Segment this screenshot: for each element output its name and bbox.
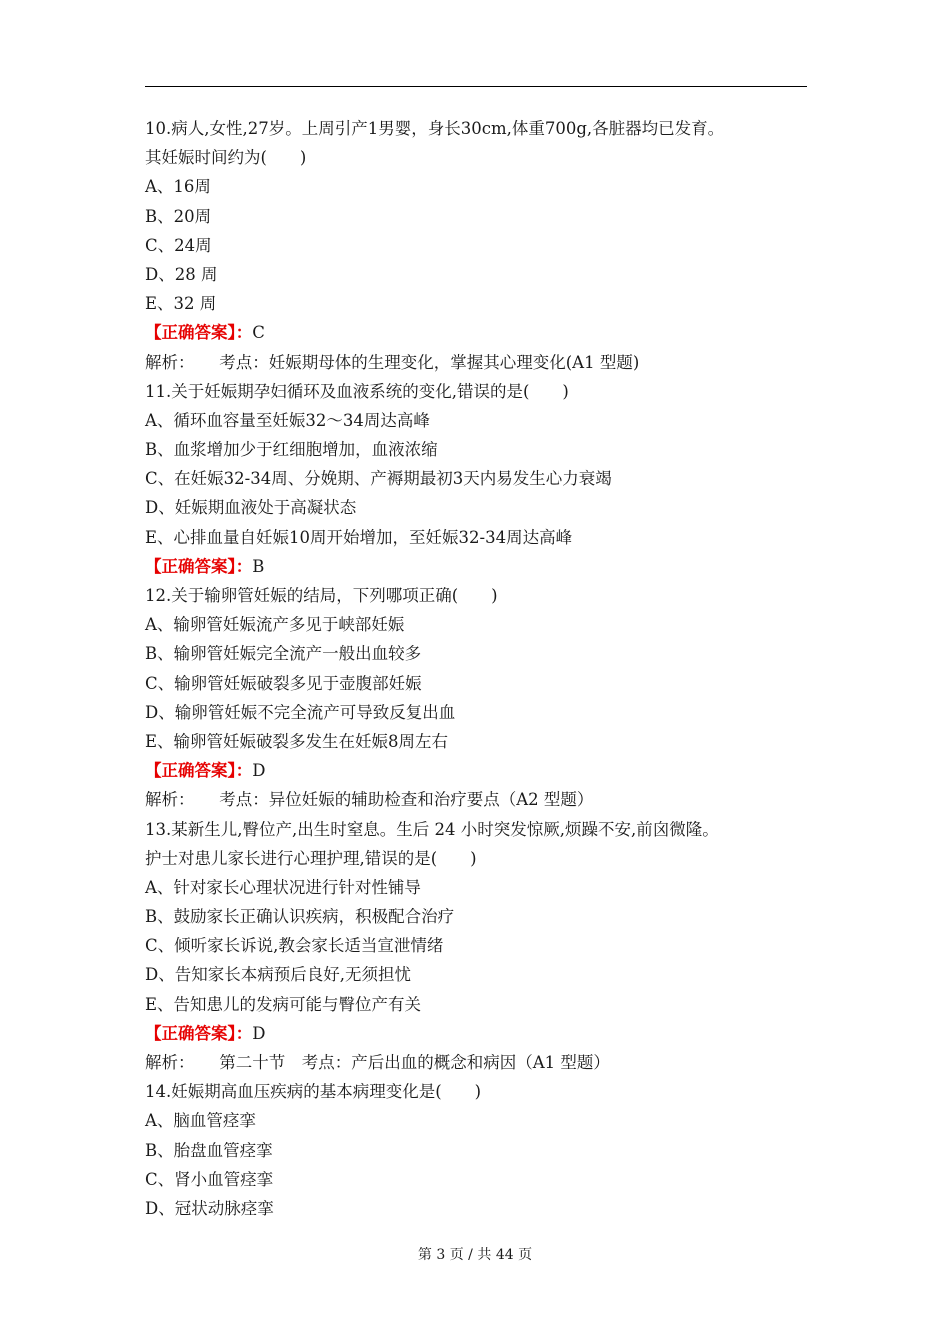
q12-option-a: A、输卵管妊娠流产多见于峡部妊娠 bbox=[145, 615, 405, 635]
q11-stem-line1: 11.关于妊娠期孕妇循环及血液系统的变化,错误的是( ) bbox=[145, 381, 569, 401]
q10-answer-value: C bbox=[252, 323, 265, 343]
q12-option-d: D、输卵管妊娠不完全流产可导致反复出血 bbox=[145, 702, 456, 722]
q13-option-a: A、针对家长心理状况进行针对性铺导 bbox=[145, 877, 421, 897]
q14-option-a: A、脑血管痉挛 bbox=[145, 1111, 256, 1131]
q14-option-d: D、冠状动脉痉挛 bbox=[145, 1198, 274, 1218]
footer-suffix: 页 bbox=[518, 1247, 533, 1263]
q12-answer bbox=[145, 756, 815, 785]
q11-option-c: C、在妊娠32-34周、分娩期、产褥期最初3天内易发生心力衰竭 bbox=[145, 469, 612, 489]
q13-stem-line2: 护士对患儿家长进行心理护理,错误的是( ) bbox=[145, 848, 477, 868]
q12-analysis: 解析： 考点：异位妊娠的辅助检查和治疗要点（A2 型题） bbox=[145, 790, 594, 810]
footer-page-number: 3 bbox=[436, 1247, 446, 1263]
q10-option-b: B、20周 bbox=[145, 206, 212, 226]
page-content bbox=[145, 114, 815, 1223]
footer-prefix: 第 bbox=[417, 1247, 432, 1263]
footer-total-pages: 44 bbox=[495, 1247, 514, 1263]
q13-analysis: 解析： 第二十节 考点：产后出血的概念和病因（A1 型题） bbox=[145, 1053, 610, 1072]
q10-option-d: D、28 周 bbox=[145, 264, 218, 284]
q13-answer-label: 【正确答案】 bbox=[145, 1023, 236, 1043]
footer-middle: 页 / 共 bbox=[449, 1247, 492, 1263]
q10-stem-line2: 其妊娠时间约为( ) bbox=[145, 148, 307, 168]
header-rule bbox=[145, 86, 807, 87]
q11-option-d: D、妊娠期血液处于高凝状态 bbox=[145, 498, 357, 518]
q11-answer-label: 【正确答案】 bbox=[145, 556, 236, 576]
q10-stem-line1: 10.病人,女性,27岁。上周引产1男婴，身长30cm,体重700g,各脏器均已发育。 bbox=[145, 119, 725, 138]
page-footer bbox=[0, 1244, 950, 1264]
q13-option-d: D、告知家长本病预后良好,无须担忧 bbox=[145, 965, 411, 985]
q10-answer-label: 【正确答案】 bbox=[145, 323, 236, 343]
q10-answer bbox=[145, 318, 815, 347]
q14-option-c: C、肾小血管痉挛 bbox=[145, 1169, 274, 1189]
q13-stem-line1: 13.某新生儿,臀位产,出生时窒息。生后 24 小时突发惊厥,烦躁不安,前囟微隆。 bbox=[145, 819, 719, 839]
q14-option-b: B、胎盘血管痉挛 bbox=[145, 1140, 273, 1160]
q12-answer-sep: ： bbox=[235, 761, 253, 781]
q12-option-c: C、输卵管妊娠破裂多见于壶腹部妊娠 bbox=[145, 673, 422, 693]
q10-option-a: A、16周 bbox=[145, 177, 211, 197]
q11-answer-value: B bbox=[252, 556, 265, 576]
q13-option-e: E、告知患儿的发病可能与臀位产有关 bbox=[145, 994, 422, 1014]
q14-stem-line1: 14.妊娠期高血压疾病的基本病理变化是( ) bbox=[145, 1082, 482, 1102]
q13-option-c: C、倾听家长诉说,教会家长适当宣泄情绪 bbox=[145, 936, 444, 956]
q11-answer-sep: ： bbox=[235, 556, 253, 576]
q11-answer bbox=[145, 552, 815, 581]
q13-answer-value: D bbox=[252, 1023, 266, 1043]
q11-option-e: E、心排血量自妊娠10周开始增加，至妊娠32-34周达高峰 bbox=[145, 527, 573, 547]
q12-answer-value: D bbox=[252, 761, 266, 781]
q12-option-b: B、输卵管妊娠完全流产一般出血较多 bbox=[145, 644, 422, 664]
q13-answer-sep: ： bbox=[235, 1023, 253, 1043]
q10-analysis: 解析： 考点：妊娠期母体的生理变化，掌握其心理变化(A1 型题) bbox=[145, 352, 640, 372]
q10-answer-sep: ： bbox=[235, 323, 253, 343]
q10-option-e: E、32 周 bbox=[145, 294, 217, 314]
q11-option-a: A、循环血容量至妊娠32～34周达高峰 bbox=[145, 410, 430, 430]
q10-option-c: C、24周 bbox=[145, 235, 212, 255]
q13-option-b: B、鼓励家长正确认识疾病，积极配合治疗 bbox=[145, 907, 455, 927]
q12-answer-label: 【正确答案】 bbox=[145, 761, 236, 781]
q13-answer bbox=[145, 1019, 815, 1048]
q12-stem-line1: 12.关于输卵管妊娠的结局，下列哪项正确( ) bbox=[145, 586, 498, 605]
q11-option-b: B、血浆增加少于红细胞增加，血液浓缩 bbox=[145, 440, 438, 460]
q12-option-e: E、输卵管妊娠破裂多发生在妊娠8周左右 bbox=[145, 731, 449, 751]
